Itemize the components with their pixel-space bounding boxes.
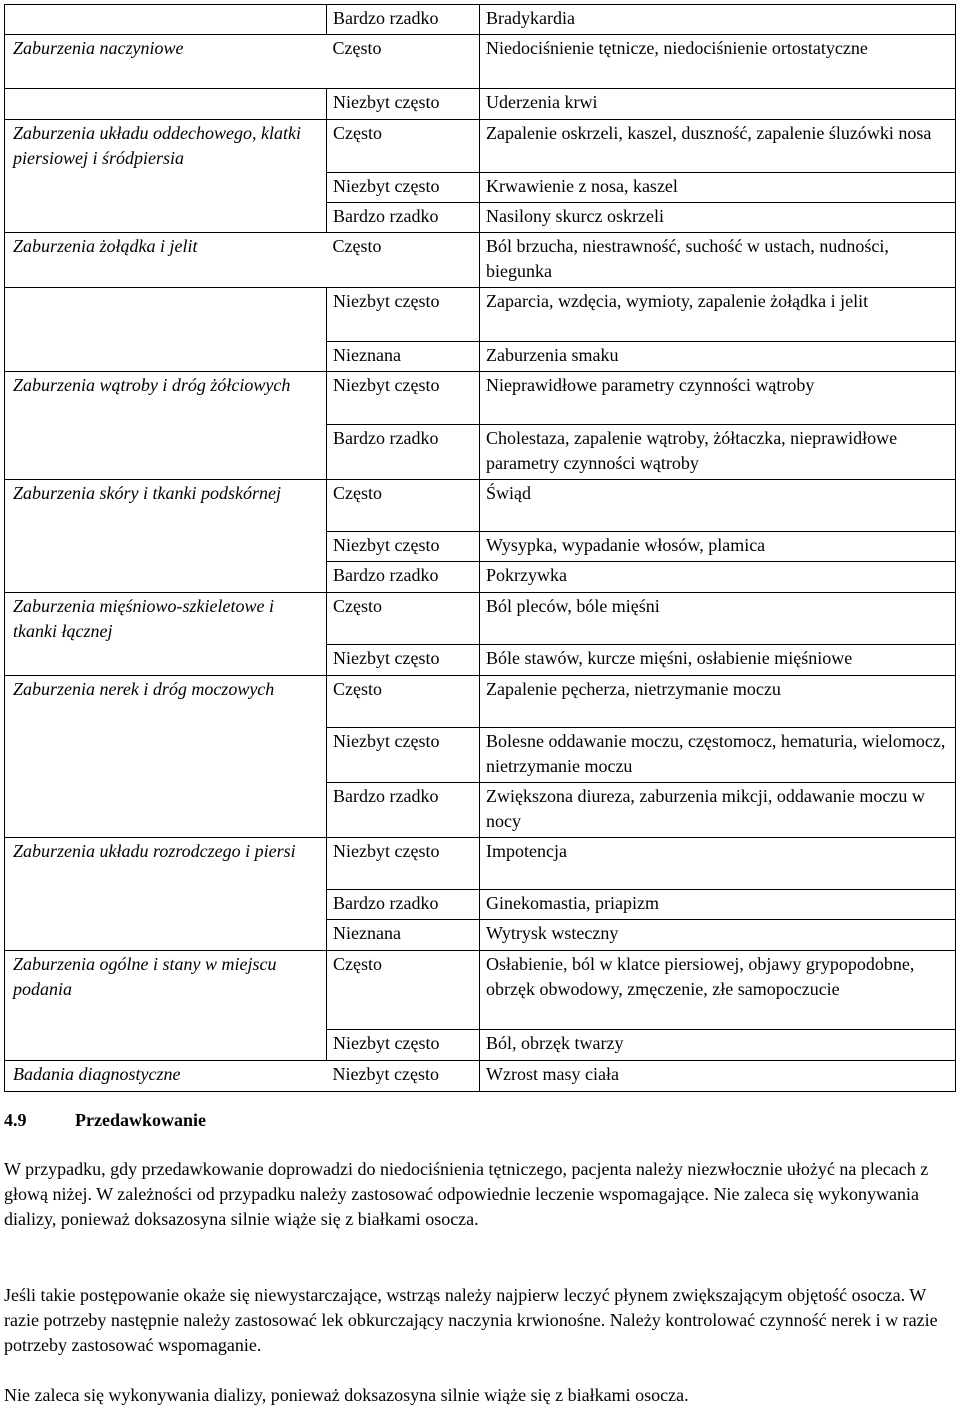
- effect-cell: Krwawienie z nosa, kaszel: [480, 173, 956, 203]
- effect-cell: Zwiększona diureza, zaburzenia mikcji, oddawanie moczu w nocy: [480, 783, 956, 838]
- effect-cell: Wzrost masy ciała: [480, 1061, 956, 1092]
- frequency-cell: Bardzo rzadko: [327, 5, 480, 35]
- section-heading: [4, 1109, 206, 1131]
- frequency-cell: Często: [327, 593, 480, 645]
- organ-class-cell: Zaburzenia skóry i tkanki podskórnej: [5, 480, 327, 593]
- effect-cell: Impotencja: [480, 838, 956, 890]
- frequency-cell: Często: [327, 35, 480, 89]
- frequency-cell: Bardzo rzadko: [327, 425, 480, 480]
- organ-class-cell: [5, 89, 327, 120]
- frequency-cell: Często: [327, 233, 480, 288]
- table-row: [5, 593, 956, 645]
- effect-cell: Nieprawidłowe parametry czynności wątroby: [480, 372, 956, 425]
- table-row: [5, 1061, 956, 1092]
- frequency-cell: Niezbyt często: [327, 372, 480, 425]
- organ-class-cell: Zaburzenia wątroby i dróg żółciowych: [5, 372, 327, 480]
- effect-cell: Ból brzucha, niestrawność, suchość w ustach, nudności, biegunka: [480, 233, 956, 288]
- frequency-cell: Niezbyt często: [327, 89, 480, 120]
- table-row: [5, 372, 956, 425]
- organ-class-cell: Zaburzenia układu oddechowego, klatki piersiowej i śródpiersia: [5, 120, 327, 233]
- effect-cell: Nasilony skurcz oskrzeli: [480, 203, 956, 233]
- paragraph: W przypadku, gdy przedawkowanie doprowadzi do niedociśnienia tętniczego, pacjenta należy niezwłocznie ułożyć na plecach z głową niżej. W zależności od przypadku należy zastosować odpowiednie leczenie wspomagające. Nie zaleca się wykonywania dializy, ponieważ doksazosyna silnie wiąże się z białkami osocza.: [4, 1159, 929, 1229]
- adverse-effects-table: [4, 4, 956, 1092]
- effect-cell: Świąd: [480, 480, 956, 532]
- organ-class-cell: Zaburzenia nerek i dróg moczowych: [5, 676, 327, 838]
- frequency-cell: Niezbyt często: [327, 838, 480, 890]
- paragraph: Jeśli takie postępowanie okaże się niewystarczające, wstrząs należy najpierw leczyć płynem zwiększającym objętość osocza. W razie potrzeby następnie należy zastosować lek obkurczający naczynia krwionośne. Należy kontrolować czynność nerek i w razie potrzeby zastosować wspomaganie.: [4, 1285, 938, 1355]
- effect-cell: Cholestaza, zapalenie wątroby, żółtaczka, nieprawidłowe parametry czynności wątroby: [480, 425, 956, 480]
- table-row: [5, 480, 956, 532]
- effect-cell: Bóle stawów, kurcze mięśni, osłabienie mięśniowe: [480, 645, 956, 676]
- frequency-cell: Często: [327, 676, 480, 728]
- organ-class-cell: Zaburzenia mięśniowo-szkieletowe i tkanki łącznej: [5, 593, 327, 676]
- effect-cell: Ginekomastia, priapizm: [480, 890, 956, 920]
- organ-class-cell: [5, 288, 327, 342]
- frequency-cell: Bardzo rzadko: [327, 783, 480, 838]
- paragraph: Nie zaleca się wykonywania dializy, ponieważ doksazosyna silnie wiąże się z białkami osocza.: [4, 1385, 689, 1405]
- table-row: [5, 233, 956, 288]
- effect-cell: Ból pleców, bóle mięśni: [480, 593, 956, 645]
- frequency-cell: Bardzo rzadko: [327, 203, 480, 233]
- frequency-cell: Niezbyt często: [327, 173, 480, 203]
- frequency-cell: Często: [327, 951, 480, 1030]
- effect-cell: Zapalenie oskrzeli, kaszel, duszność, zapalenie śluzówki nosa: [480, 120, 956, 173]
- frequency-cell: Niezbyt często: [327, 532, 480, 562]
- table-row: [5, 120, 956, 173]
- table-row: [5, 89, 956, 120]
- section-title: Przedawkowanie: [75, 1110, 206, 1130]
- table-row: [5, 951, 956, 1030]
- organ-class-cell: Zaburzenia układu rozrodczego i piersi: [5, 838, 327, 951]
- frequency-cell: Niezbyt często: [327, 728, 480, 783]
- section-number: 4.9: [4, 1110, 27, 1130]
- organ-class-cell: [5, 342, 327, 372]
- table-row: [5, 676, 956, 728]
- frequency-cell: Niezbyt często: [327, 645, 480, 676]
- frequency-cell: Niezbyt często: [327, 288, 480, 342]
- effect-cell: Zapalenie pęcherza, nietrzymanie moczu: [480, 676, 956, 728]
- table-row: [5, 5, 956, 35]
- frequency-cell: Często: [327, 120, 480, 173]
- effect-cell: Pokrzywka: [480, 562, 956, 593]
- effect-cell: Ból, obrzęk twarzy: [480, 1030, 956, 1061]
- frequency-cell: Nieznana: [327, 342, 480, 372]
- frequency-cell: Niezbyt często: [327, 1030, 480, 1061]
- table-row: [5, 342, 956, 372]
- organ-class-cell: Zaburzenia ogólne i stany w miejscu podania: [5, 951, 327, 1061]
- effect-cell: Wytrysk wsteczny: [480, 920, 956, 951]
- organ-class-cell: Badania diagnostyczne: [5, 1061, 327, 1092]
- effect-cell: Zaparcia, wzdęcia, wymioty, zapalenie żołądka i jelit: [480, 288, 956, 342]
- effect-cell: Zaburzenia smaku: [480, 342, 956, 372]
- effect-cell: Bradykardia: [480, 5, 956, 35]
- frequency-cell: Często: [327, 480, 480, 532]
- frequency-cell: Niezbyt często: [327, 1061, 480, 1092]
- organ-class-cell: Zaburzenia naczyniowe: [5, 35, 327, 89]
- table-row: [5, 35, 956, 89]
- frequency-cell: Bardzo rzadko: [327, 890, 480, 920]
- effect-cell: Bolesne oddawanie moczu, częstomocz, hematuria, wielomocz, nietrzymanie moczu: [480, 728, 956, 783]
- effect-cell: Wysypka, wypadanie włosów, plamica: [480, 532, 956, 562]
- effect-cell: Osłabienie, ból w klatce piersiowej, objawy grypopodobne, obrzęk obwodowy, zmęczenie, złe samopoczucie: [480, 951, 956, 1030]
- effect-cell: Uderzenia krwi: [480, 89, 956, 120]
- effect-cell: Niedociśnienie tętnicze, niedociśnienie ortostatyczne: [480, 35, 956, 89]
- organ-class-cell: [5, 5, 327, 35]
- organ-class-cell: Zaburzenia żołądka i jelit: [5, 233, 327, 288]
- table-row: [5, 838, 956, 890]
- frequency-cell: Nieznana: [327, 920, 480, 951]
- frequency-cell: Bardzo rzadko: [327, 562, 480, 593]
- table-row: [5, 288, 956, 342]
